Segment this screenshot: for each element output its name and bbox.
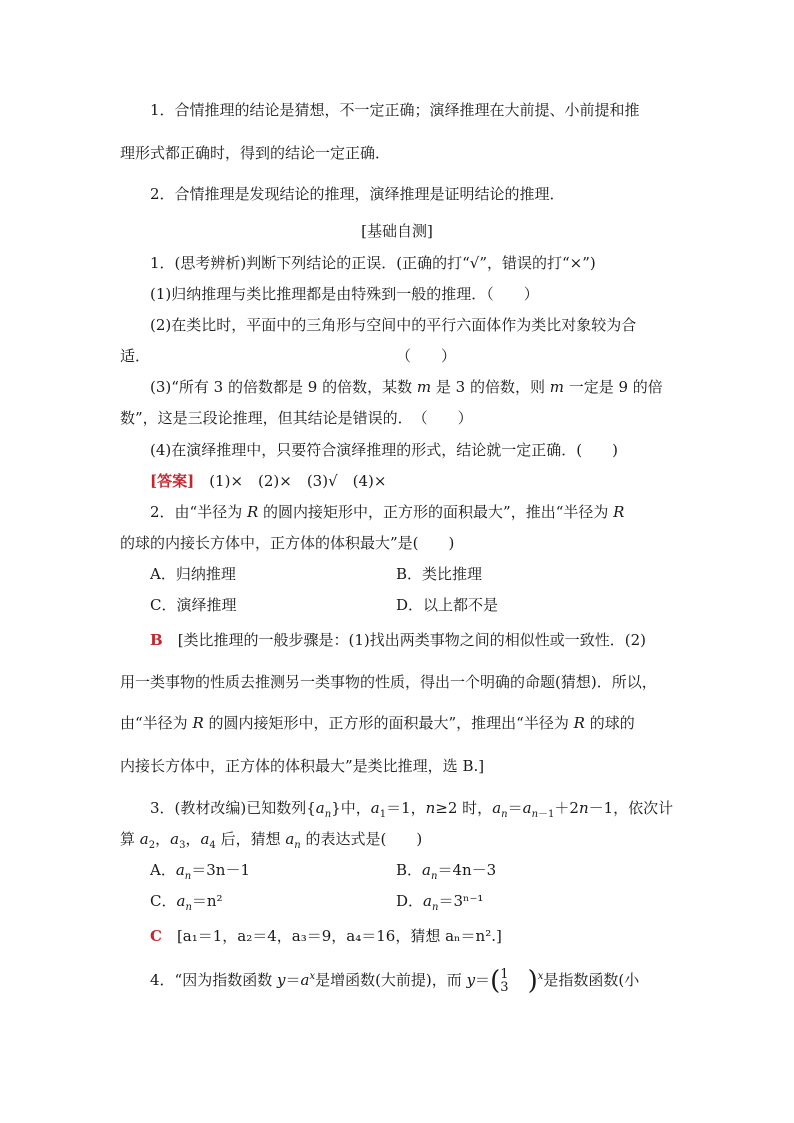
variable-r: R bbox=[573, 714, 585, 732]
q2-explanation-text-1: [类比推理的一般步骤是：(1)找出两类事物之间的相似性或一致性．(2) bbox=[162, 631, 647, 649]
q2-option-c: C．演绎推理 bbox=[150, 596, 237, 614]
q1-item-3-text-c: 一定是 9 的倍 bbox=[563, 378, 663, 396]
q2-explanation-line-4: 内接长方体中，正方体的体积最大”是类比推理，选 B.] bbox=[120, 757, 485, 775]
q4-text-a: 4．“因为指数函数 bbox=[150, 971, 277, 989]
q3-text-a: 3．(教材改编)已知数列{ bbox=[150, 799, 316, 817]
q1-item-3-line-1 bbox=[150, 377, 663, 397]
q3-option-d-expr: ＝3ⁿ⁻¹ bbox=[438, 892, 484, 910]
summary-point-2: 2．合情推理是发现结论的推理，演绎推理是证明结论的推理． bbox=[150, 185, 565, 203]
q1-stem: 1．(思考辨析)判断下列结论的正误．(正确的打“√”，错误的打“×”) bbox=[150, 254, 596, 272]
answer-label: [答案] bbox=[150, 472, 195, 490]
q3-option-d-label: D． bbox=[396, 892, 424, 910]
q3-option-a: A．$a_n=3n-1$ bbox=[150, 861, 250, 882]
q4-text-b: ＝ bbox=[285, 971, 301, 989]
fraction-numerator: 1 bbox=[500, 967, 509, 982]
q2-stem-line-2: 的球的内接长方体中，正方体的体积最大”是( ) bbox=[120, 534, 455, 552]
q2-answer: B bbox=[150, 631, 163, 649]
q3-option-b-label: B． bbox=[396, 861, 423, 879]
summary-point-1-line-2: 理形式都正确时，得到的结论一定正确． bbox=[120, 144, 391, 162]
q2-option-b: B．类比推理 bbox=[396, 565, 483, 583]
q1-item-2-blank: （ ） bbox=[396, 347, 457, 365]
section-title: [基础自测] bbox=[361, 222, 433, 240]
q1-item-2-line-2 bbox=[120, 346, 150, 366]
q3-text-b: }中， bbox=[331, 799, 371, 817]
variable-m: m bbox=[549, 378, 564, 396]
q3-option-c: C．$a_n=n^2$ bbox=[150, 892, 223, 913]
q3-text-e: －1，依次计 bbox=[588, 799, 674, 817]
q3-stem-line-2: 算 $a_2$，$a_3$，$a_4$ 后，猜想 $a_n$ 的表达式是( ) bbox=[120, 830, 423, 851]
q4-text-e: 是指数函数(小 bbox=[543, 971, 640, 989]
variable-r: R bbox=[613, 503, 625, 521]
q3-text-h: 的表达式是( ) bbox=[300, 830, 423, 848]
q4-text-c: 是增函数(大前提)，而 bbox=[315, 971, 467, 989]
q3-explanation-text: [a₁＝1，a₂＝4，a₃＝9，a₄＝16，猜想 aₙ＝n².] bbox=[161, 927, 502, 945]
q4-stem-line-1: 4．“因为指数函数 $y=a^x$是增函数(大前提)，而 y＝( 1 3 )$^x$是指数函数(小 bbox=[150, 966, 640, 996]
q2-option-a: A．归纳推理 bbox=[150, 565, 236, 583]
q1-item-2-line-1: (2)在类比时，平面中的三角形与空间中的平行六面体作为类比对象较为合 bbox=[150, 316, 637, 334]
q1-item-1: (1)归纳推理与类比推理都是由特殊到一般的推理．（ ） bbox=[150, 285, 539, 303]
q3-stem-line-1: 3．(教材改编)已知数列$\{a_n\}$中，$a_1=1$，n≥2 时，$a_n=a_{n-1}+2n-1$，依次计 bbox=[150, 799, 674, 820]
q3-option-a-expr: ＝3n－1 bbox=[191, 861, 250, 879]
q3-option-c-expr: ＝n² bbox=[191, 892, 223, 910]
q2-exp-text-b: 的圆内接矩形中，正方形的面积最大”，推理出“半径为 bbox=[203, 714, 574, 732]
variable-r: R bbox=[246, 503, 259, 521]
q1-item-4: (4)在演绎推理中，只要符合演绎推理的形式，结论就一定正确．( ) bbox=[150, 441, 618, 459]
q3-text-d: ≥2 时， bbox=[435, 799, 493, 817]
q2-explanation-line-3 bbox=[120, 713, 635, 733]
q2-explanation-line-2: 用一类事物的性质去推测另一类事物的性质，得出一个明确的命题(猜想)．所以， bbox=[120, 673, 657, 691]
q1-item-3-text-a: (3)“所有 3 的倍数都是 9 的倍数，某数 bbox=[150, 378, 417, 396]
fraction-one-third bbox=[500, 968, 508, 994]
q3-text-c: ＝1， bbox=[386, 799, 426, 817]
q2-explanation-line-1 bbox=[150, 630, 646, 650]
q3-option-c-label: C． bbox=[150, 892, 177, 910]
q2-exp-text-c: 的球的 bbox=[584, 714, 635, 732]
fraction-denominator: 3 bbox=[500, 980, 509, 995]
q1-item-2-text: 适． bbox=[120, 347, 151, 365]
q3-text-f: 算 bbox=[120, 830, 140, 848]
answer-text: (1)× (2)× (3)√ (4)× bbox=[194, 472, 387, 490]
q2-stem-text-b: 的圆内接矩形中，正方形的面积最大”，推出“半径为 bbox=[258, 503, 614, 521]
q3-option-b: B．$a_n=4n-3$ bbox=[396, 861, 497, 882]
q3-option-b-expr: ＝4n－3 bbox=[437, 861, 497, 879]
q1-answer bbox=[150, 471, 386, 491]
q3-explanation bbox=[150, 926, 502, 946]
q3-text-g: 后，猜想 bbox=[215, 830, 286, 848]
q1-item-3-text-b: 是 3 的倍数，则 bbox=[431, 378, 550, 396]
q1-item-3-line-2: 数”，这是三段论推理，但其结论是错误的． （ ） bbox=[120, 409, 473, 427]
variable-m: m bbox=[416, 378, 432, 396]
summary-point-1-line-1: 1．合情推理的结论是猜想，不一定正确；演绎推理在大前提、小前提和推 bbox=[150, 101, 640, 119]
q4-text-d: ＝ bbox=[475, 971, 491, 989]
q3-option-d: D．$a_n=3^{n-1}$ bbox=[396, 892, 484, 913]
q3-option-a-label: A． bbox=[150, 861, 176, 879]
q2-stem-text-a: 2．由“半径为 bbox=[150, 503, 247, 521]
variable-r: R bbox=[192, 714, 204, 732]
q2-stem-line-1 bbox=[150, 502, 624, 522]
q2-option-d: D．以上都不是 bbox=[396, 596, 499, 614]
q2-exp-text-a: 由“半径为 bbox=[120, 714, 193, 732]
q3-answer: C bbox=[150, 927, 162, 945]
